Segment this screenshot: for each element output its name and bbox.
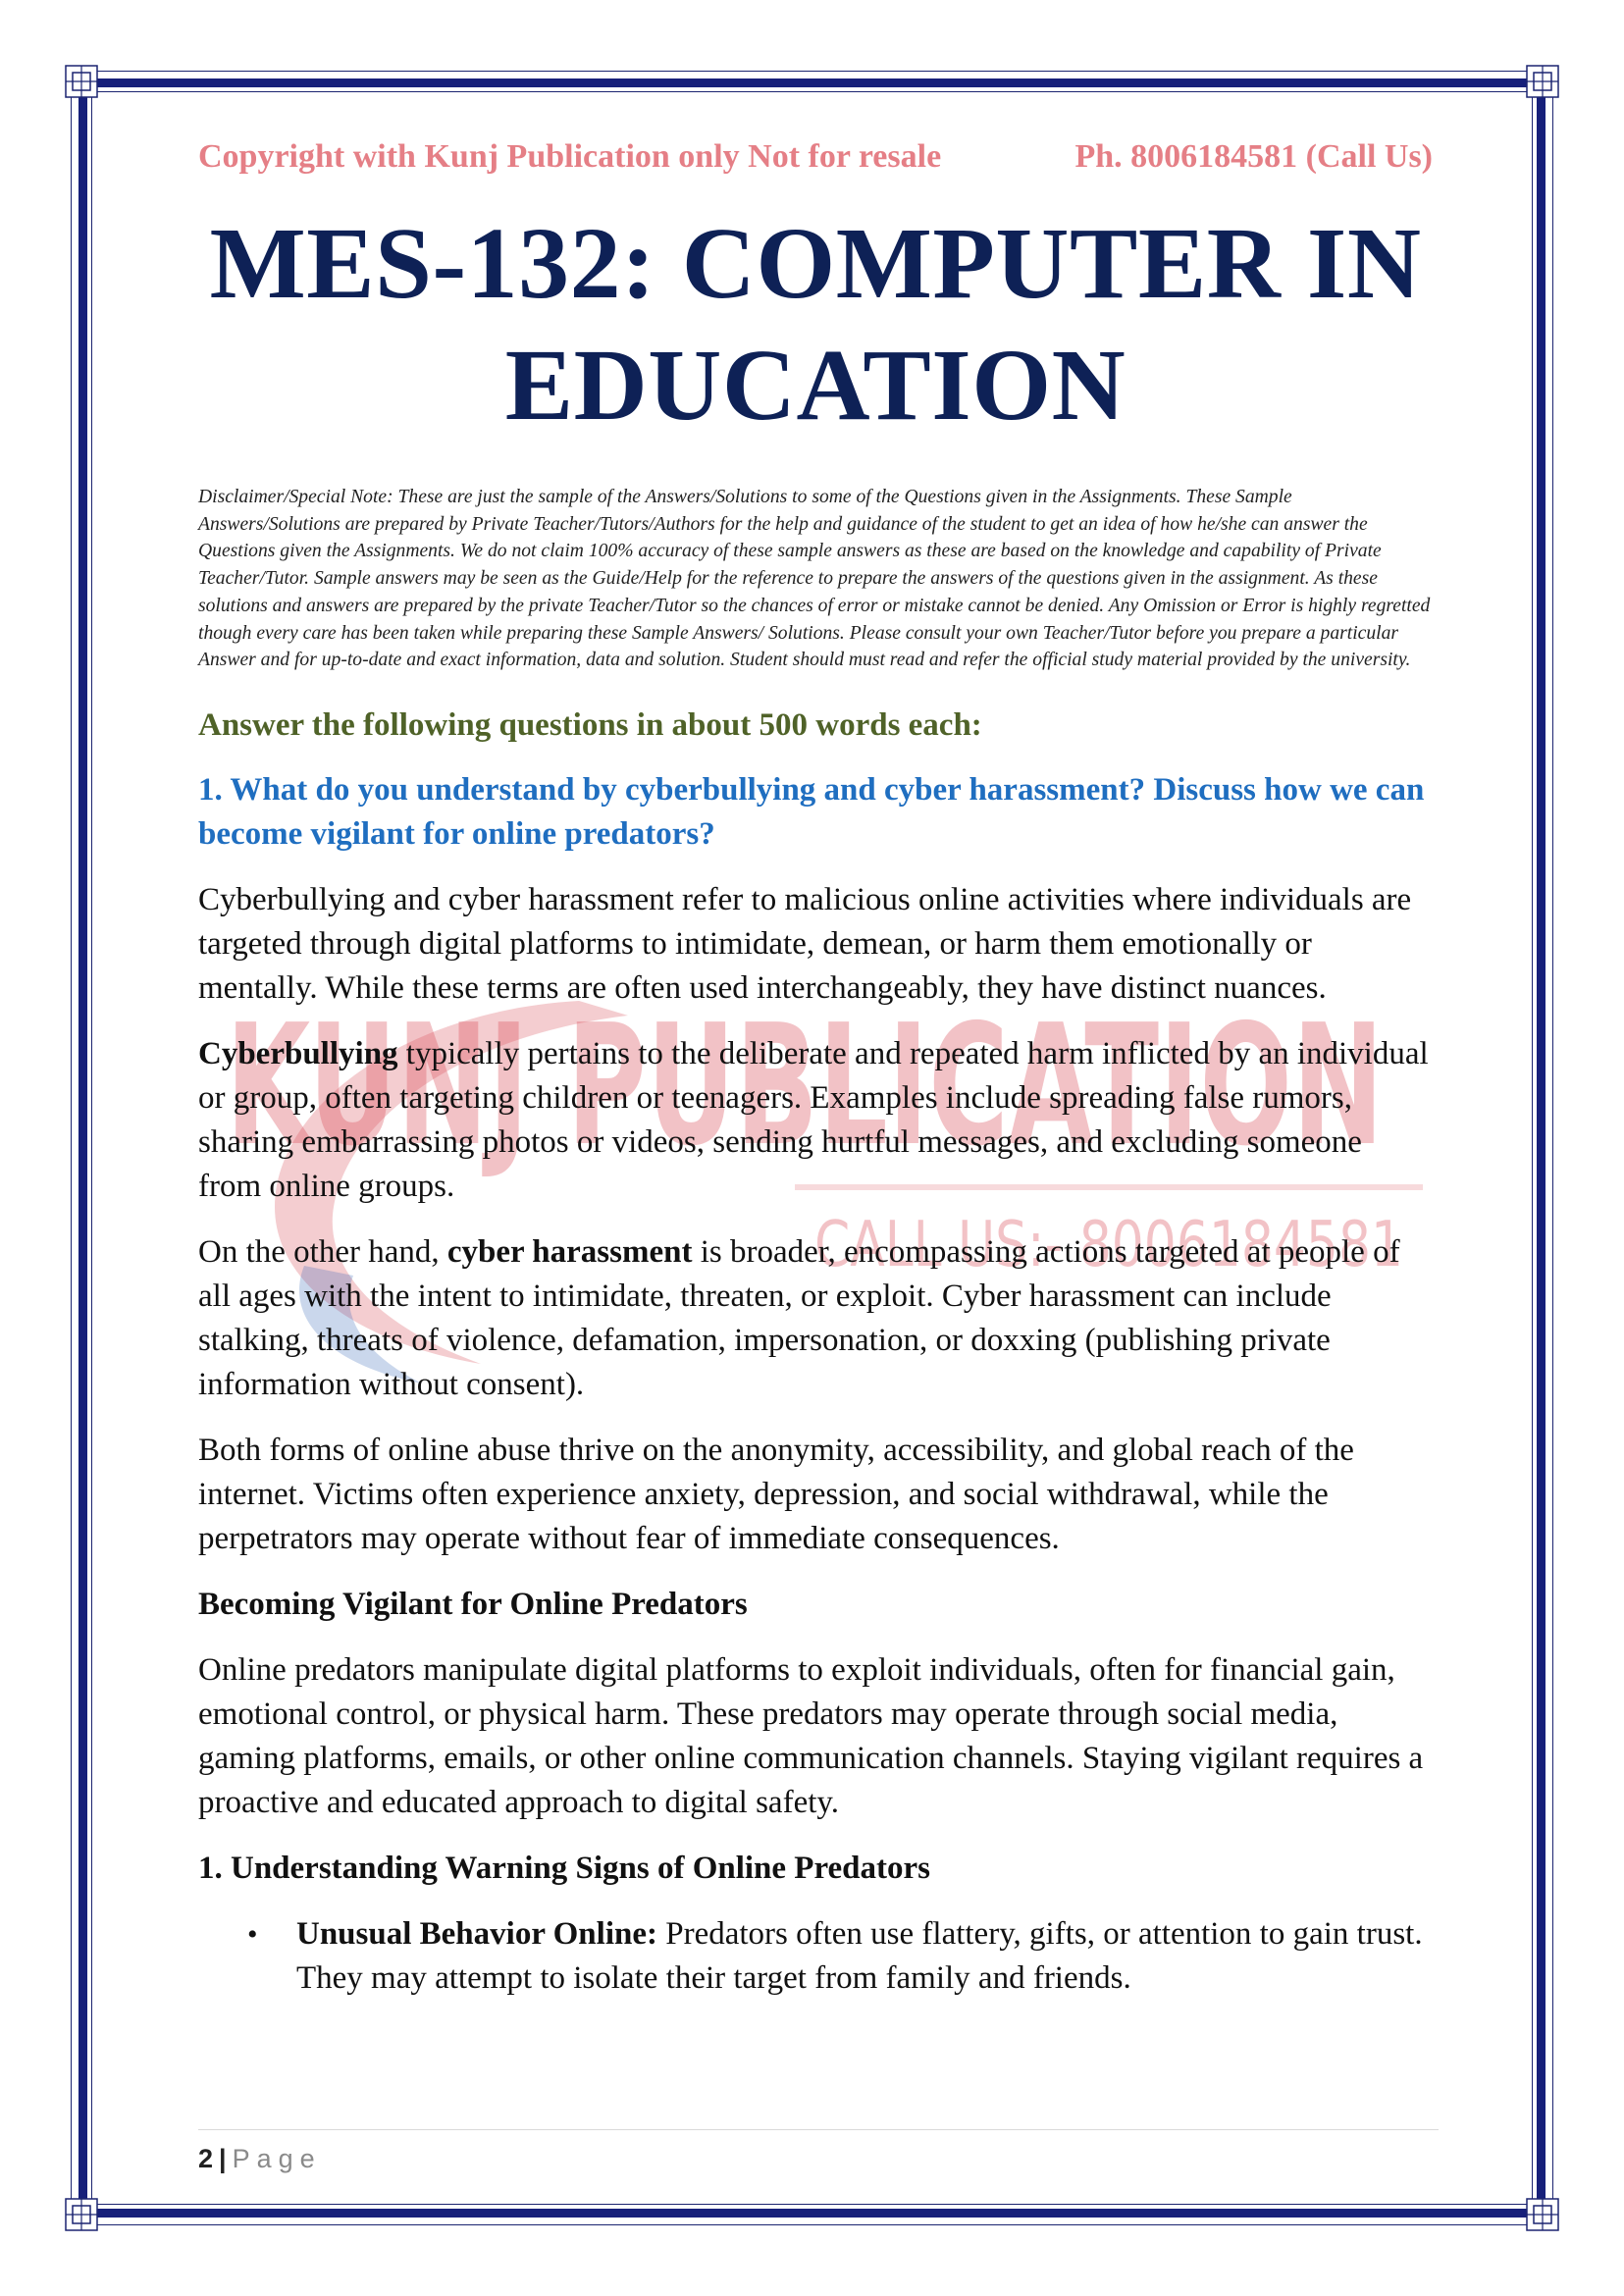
term-cyber-harassment: cyber harassment [446, 1233, 693, 1270]
list-item-text: Predators often use flattery, gifts, or attention to gain trust. They may attempt to isolate their target from family and friends. [296, 1915, 1423, 1996]
subheading-warning-signs: 1. Understanding Warning Signs of Online Predators [198, 1850, 930, 1886]
footer-separator: | [219, 2144, 227, 2173]
list-item-title: Unusual Behavior Online: [296, 1915, 657, 1952]
page-footer [198, 2129, 1439, 2174]
paragraph-cyber-harassment-lead: On the other hand, [198, 1233, 447, 1270]
document-title-line2: EDUCATION [504, 329, 1126, 442]
copyright-notice: Copyright with Kunj Publication only Not for resale [198, 138, 942, 175]
question-1: 1. What do you understand by cyberbullying and cyber harassment? Discuss how we can become vigilant for online predators? [198, 771, 1425, 852]
corner-ornament-bottom-left [65, 2198, 98, 2231]
page-number: 2 [198, 2144, 214, 2173]
paragraph-cyberbullying [198, 1032, 1433, 1209]
bullet-icon: • [247, 1917, 258, 1951]
section-heading: Answer the following questions in about 500 words each: [198, 706, 982, 743]
watermark-call-text: CALL US:- 8006184581 [814, 1209, 1403, 1281]
document-title-line1: MES-132: COMPUTER IN [209, 207, 1422, 320]
paragraph-intro: Cyberbullying and cyber harassment refer to malicious online activities where individuals are targeted through digital platforms to intimidate, demean, or harm them emotionally or mentally. While these terms are often used interchangeably, they have distinct nuances. [198, 881, 1412, 1006]
paragraph-cyber-harassment [198, 1230, 1433, 1407]
watermark-brand-text: KUNJ PUBLICATION [226, 989, 1384, 1183]
list-item [247, 1912, 1433, 2001]
paragraph-cyberbullying-text: typically pertains to the deliberate and repeated harm inflicted by an individual or group, often targeting children or teenagers. Examples include spreading false rumors, sharing embarrassing photos or videos, sending hurtful messages, and excluding someone from online groups. [198, 1035, 1429, 1204]
paragraph-online-predators: Online predators manipulate digital platforms to exploit individuals, often for financial gain, emotional control, or physical harm. These predators may operate through social media, gaming platforms, emails, or other online communication channels. Staying vigilant requires a proactive and educated approach to digital safety. [198, 1651, 1424, 1820]
page-label: Page [232, 2144, 322, 2173]
term-cyberbullying: Cyberbullying [198, 1035, 398, 1071]
paragraph-both-forms: Both forms of online abuse thrive on the anonymity, accessibility, and global reach of the internet. Victims often experience anxiety, depression, and social withdrawal, while the perpetrators may operate without fear of immediate consequences. [198, 1432, 1354, 1556]
document-title [198, 203, 1433, 446]
paragraph-cyber-harassment-text: is broader, encompassing actions targeted at people of all ages with the intent to intimidate, threaten, or exploit. Cyber harassment can include stalking, threats of violence, defamation, impersonation, or doxxing (publishing private information without consent). [198, 1233, 1400, 1402]
page-content [198, 132, 1433, 2001]
corner-ornament-top-left [65, 65, 98, 98]
subheading-vigilant: Becoming Vigilant for Online Predators [198, 1586, 748, 1622]
page-header [198, 132, 1433, 189]
corner-ornament-top-right [1526, 65, 1559, 98]
corner-ornament-bottom-right [1526, 2198, 1559, 2231]
disclaimer-note: Disclaimer/Special Note: These are just the sample of the Answers/Solutions to some of the Questions given in the Assignments. These Sample Answers/Solutions are prepared by Private Teacher/Tutors/Authors for the help and guidance of the student to get an idea of how he/she can answer the Questions given the Assignments. We do not claim 100% accuracy of these sample answers as these are based on the knowledge and capability of Private Teacher/Tutor. Sample answers may be seen as the Guide/Help for the reference to prepare the answers of the questions given in the assignment. As these solutions and answers are prepared by the private Teacher/Tutor so the chances of error or mistake cannot be denied. Any Omission or Error is highly regretted though every care has been taken while preparing these Sample Answers/ Solutions. Please consult your own Teacher/Tutor before you prepare a particular Answer and for up-to-date and exact information, data and solution. Student should must read and refer the official study material provided by the university. [198, 487, 1431, 671]
warning-signs-list [198, 1912, 1433, 2001]
phone-number: Ph. 8006184581 (Call Us) [1074, 138, 1433, 175]
